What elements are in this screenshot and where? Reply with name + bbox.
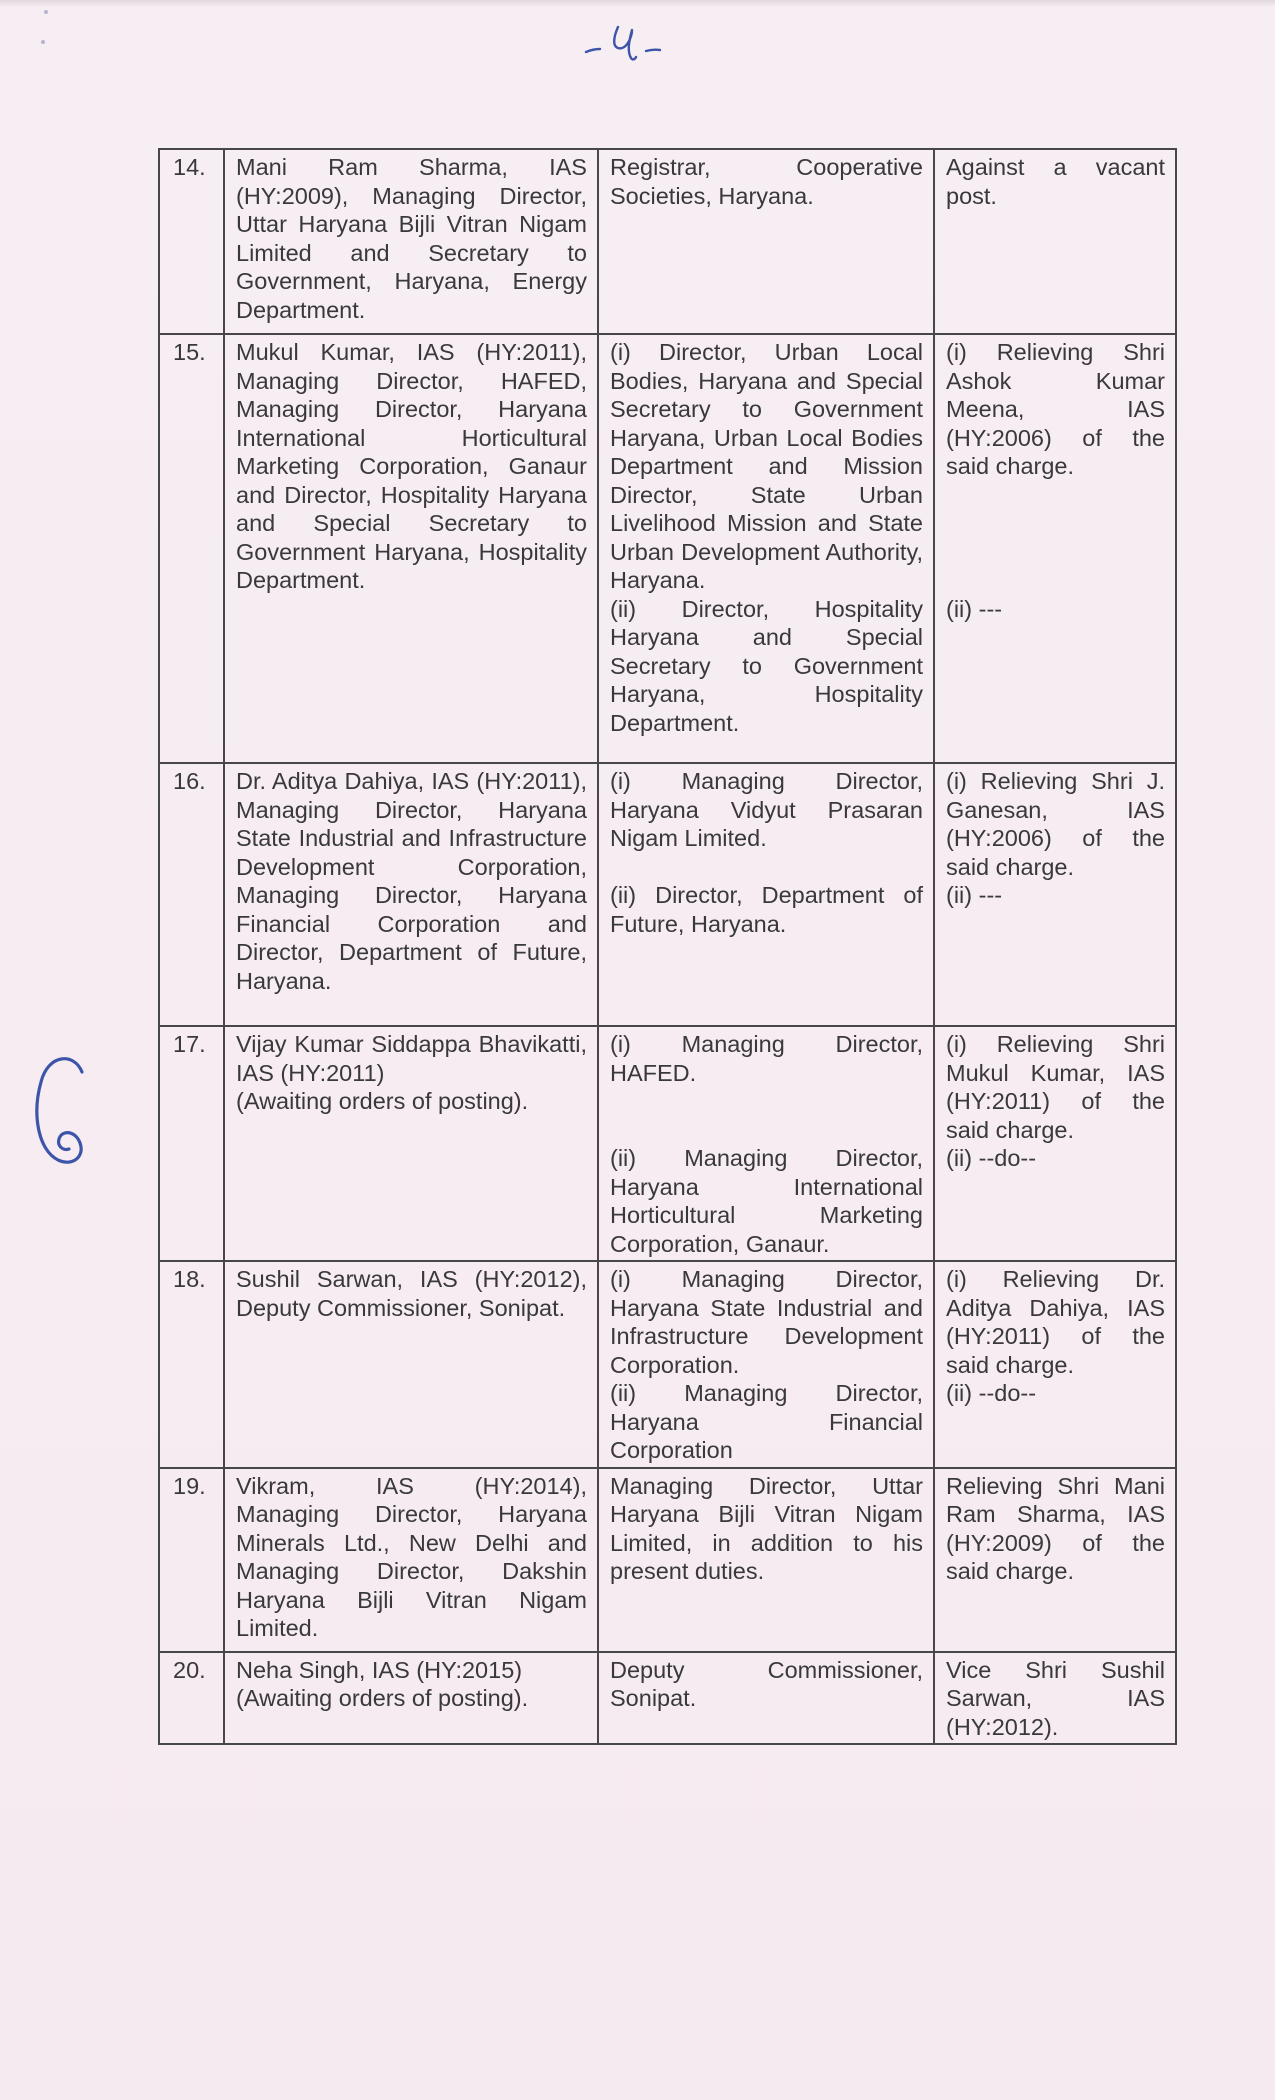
officer-cell — [224, 334, 598, 763]
blank-line — [946, 481, 1165, 510]
officer-cell — [224, 1026, 598, 1261]
paragraph: (i) Managing Director, Haryana Vidyut Prasaran Nigam Limited. — [610, 768, 923, 851]
officer-cell — [224, 1468, 598, 1652]
paragraph: (ii) Managing Director, Haryana International Horticultural Marketing Corporation, Ganaur. — [610, 1145, 923, 1257]
blank-line — [946, 538, 1165, 567]
paragraph: Mukul Kumar, IAS (HY:2011), Managing Director, HAFED, Managing Director, Haryana International Horticultural Marketing Corporation, Ganaur and Director, Hospitality Haryana and Special Secretary to Government Haryana, Hospitality Department. — [236, 339, 587, 593]
paragraph: Dr. Aditya Dahiya, IAS (HY:2011), Managing Director, Haryana State Industrial and Infrastructure Development Corporation, Managing Director, Haryana Financial Corporation and Director, Department of Future, Haryana. — [236, 768, 587, 994]
paragraph: (i) Managing Director, HAFED. — [610, 1031, 923, 1086]
paragraph: (ii) --do-- — [946, 1380, 1037, 1406]
paragraph: (i) Relieving Dr. Aditya Dahiya, IAS (HY:2011) of the said charge. — [946, 1266, 1165, 1378]
posting-cell — [598, 334, 934, 763]
posting-cell — [598, 1261, 934, 1468]
posting-cell — [598, 1468, 934, 1652]
scan-speck-marks — [30, 0, 70, 60]
blank-line — [946, 509, 1165, 538]
serial-number-cell: 15. — [159, 334, 224, 763]
paragraph: Mani Ram Sharma, IAS (HY:2009), Managing Director, Uttar Haryana Bijli Vitran Nigam Limited and Secretary to Government, Haryana, Energy Department. — [236, 154, 587, 323]
paragraph: (Awaiting orders of posting). — [236, 1685, 529, 1711]
paragraph: Sushil Sarwan, IAS (HY:2012), Deputy Commissioner, Sonipat. — [236, 1266, 587, 1321]
serial-number-cell: 19. — [159, 1468, 224, 1652]
paragraph: (i) Director, Urban Local Bodies, Haryana and Special Secretary to Government Haryana, Urban Local Bodies Department and Mission Director, State Urban Livelihood Mission and State Urban Development Authority, Haryana. — [610, 339, 923, 593]
table-row — [159, 149, 1176, 334]
blank-line — [610, 1116, 923, 1145]
paragraph: (i) Relieving Shri Ashok Kumar Meena, IAS (HY:2006) of the said charge. — [946, 339, 1165, 479]
posting-cell — [598, 1026, 934, 1261]
remarks-cell — [934, 149, 1176, 334]
paragraph: Vice Shri Sushil Sarwan, IAS (HY:2012). — [946, 1656, 1165, 1740]
paragraph: (ii) Director, Department of Future, Haryana. — [610, 882, 923, 937]
remarks-cell — [934, 1261, 1176, 1468]
remarks-cell — [934, 334, 1176, 763]
blank-line — [610, 1087, 923, 1116]
posting-cell — [598, 763, 934, 1026]
page-number-handwritten — [578, 18, 674, 78]
posting-cell — [598, 1652, 934, 1745]
paragraph: Vijay Kumar Siddappa Bhavikatti, IAS (HY:2011) — [236, 1031, 587, 1086]
table-row — [159, 1261, 1176, 1468]
paragraph: Neha Singh, IAS (HY:2015) — [236, 1656, 523, 1683]
officer-cell — [224, 763, 598, 1026]
paragraph: (i) Relieving Shri Mukul Kumar, IAS (HY:2011) of the said charge. — [946, 1031, 1165, 1143]
remarks-cell — [934, 1468, 1176, 1652]
serial-number-cell: 16. — [159, 763, 224, 1026]
paragraph: (ii) --- — [946, 882, 1003, 908]
remarks-cell — [934, 763, 1176, 1026]
blank-line — [946, 566, 1165, 595]
paragraph: (i) Managing Director, Haryana State Industrial and Infrastructure Development Corporation. — [610, 1266, 923, 1378]
serial-number-cell: 20. — [159, 1652, 224, 1745]
officer-cell — [224, 1652, 598, 1745]
paragraph: Managing Director, Uttar Haryana Bijli Vitran Nigam Limited, in addition to his present duties. — [610, 1472, 923, 1584]
serial-number-cell: 14. — [159, 149, 224, 334]
table-row — [159, 1468, 1176, 1652]
transfer-order-table — [158, 148, 1177, 1745]
blank-line — [610, 853, 923, 882]
paragraph: Registrar, Cooperative Societies, Haryana. — [610, 154, 923, 209]
paragraph: (Awaiting orders of posting). — [236, 1088, 529, 1114]
table-row — [159, 1652, 1176, 1745]
table-row — [159, 1026, 1176, 1261]
paragraph: Relieving Shri Mani Ram Sharma, IAS (HY:2009) of the said charge. — [946, 1472, 1165, 1584]
paragraph: Deputy Commissioner, Sonipat. — [610, 1656, 923, 1711]
margin-initial-mark-handwritten — [14, 1048, 114, 1188]
remarks-cell — [934, 1652, 1176, 1745]
officer-cell — [224, 1261, 598, 1468]
paragraph: (i) Relieving Shri J. Ganesan, IAS (HY:2006) of the said charge. — [946, 768, 1165, 880]
paragraph: Vikram, IAS (HY:2014), Managing Director, Haryana Minerals Ltd., New Delhi and Managing Director, Dakshin Haryana Bijli Vitran Nigam Limited. — [236, 1472, 587, 1641]
officer-cell — [224, 149, 598, 334]
paragraph: (ii) Managing Director, Haryana Financial Corporation — [610, 1380, 923, 1463]
posting-cell — [598, 149, 934, 334]
remarks-cell — [934, 1026, 1176, 1261]
serial-number-cell: 18. — [159, 1261, 224, 1468]
table-row — [159, 334, 1176, 763]
table-row — [159, 763, 1176, 1026]
paragraph: (ii) --do-- — [946, 1145, 1037, 1171]
paragraph: (ii) --- — [946, 595, 1003, 622]
paragraph: Against a vacant post. — [946, 154, 1165, 209]
serial-number-cell: 17. — [159, 1026, 224, 1261]
paragraph: (ii) Director, Hospitality Haryana and Special Secretary to Government Haryana, Hospitality Department. — [610, 595, 923, 736]
